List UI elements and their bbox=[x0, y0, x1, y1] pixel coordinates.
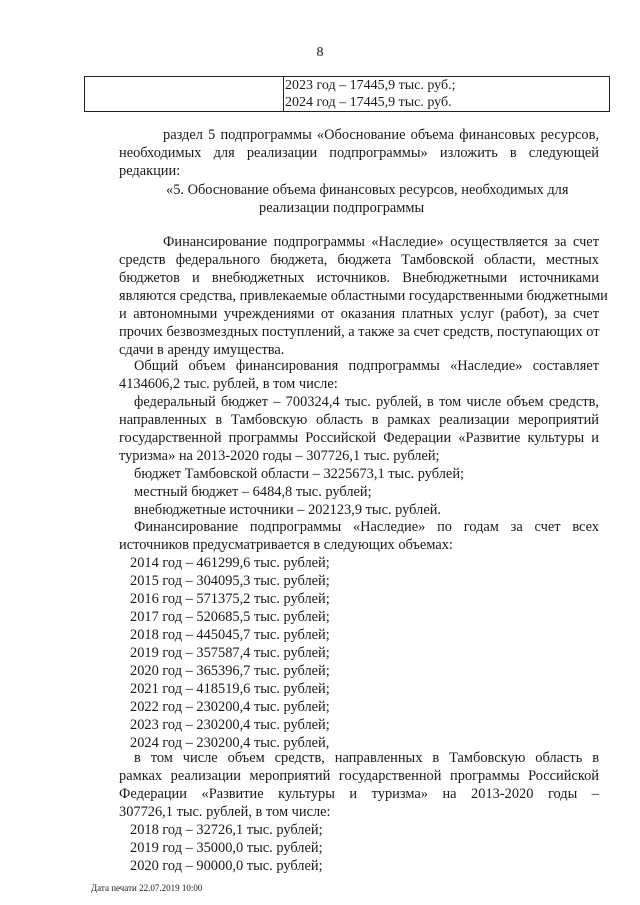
text-line: раздел 5 подпрограммы «Обоснование объема финансовых ресурсов, bbox=[163, 127, 599, 143]
section-heading: реализации подпрограммы bbox=[259, 200, 425, 216]
year-line: 2023 год – 230200,4 тыс. рублей; bbox=[130, 717, 330, 733]
text-line: бюджет Тамбовской области – 3225673,1 тыс. рублей; bbox=[134, 466, 465, 482]
text-line: местный бюджет – 6484,8 тыс. рублей; bbox=[134, 484, 372, 500]
year-line: 2017 год – 520685,5 тыс. рублей; bbox=[130, 609, 330, 625]
text-line: необходимых для реализации подпрограммы» изложить в следующей bbox=[119, 145, 599, 161]
table-row: 2023 год – 17445,9 тыс. руб.; bbox=[285, 78, 456, 93]
text-line: внебюджетные источники – 202123,9 тыс. рублей. bbox=[134, 502, 442, 518]
year-line: 2014 год – 461299,6 тыс. рублей; bbox=[130, 555, 330, 571]
year-line: 2019 год – 357587,4 тыс. рублей; bbox=[130, 645, 330, 661]
text-line: федеральный бюджет – 700324,4 тыс. рублей, в том числе объем средств, bbox=[134, 394, 599, 410]
section-heading: «5. Обоснование объема финансовых ресурсов, необходимых для bbox=[166, 182, 569, 198]
text-line: средств федерального бюджета, бюджета Тамбовской области, местных bbox=[119, 252, 599, 268]
print-date-footer: Дата печати 22.07.2019 10:00 bbox=[91, 883, 203, 893]
funding-table-fragment bbox=[84, 76, 610, 112]
text-line: Федерации «Развитие культуры и туризма» на 2013-2020 годы – bbox=[119, 786, 599, 802]
year-line: 2018 год – 445045,7 тыс. рублей; bbox=[130, 627, 330, 643]
year-line: 2024 год – 230200,4 тыс. рублей, bbox=[130, 735, 330, 751]
year-line: 2020 год – 90000,0 тыс. рублей; bbox=[130, 858, 323, 874]
year-line: 2018 год – 32726,1 тыс. рублей; bbox=[130, 822, 323, 838]
text-line: редакции: bbox=[119, 163, 181, 179]
year-line: 2021 год – 418519,6 тыс. рублей; bbox=[130, 681, 330, 697]
page-number: 8 bbox=[316, 45, 324, 60]
year-line: 2015 год – 304095,3 тыс. рублей; bbox=[130, 573, 330, 589]
text-line: государственной программы Российской Федерации «Развитие культуры и bbox=[119, 430, 599, 446]
text-line: Общий объем финансирования подпрограммы «Наследие» составляет bbox=[134, 358, 599, 374]
year-line: 2020 год – 365396,7 тыс. рублей; bbox=[130, 663, 330, 679]
text-line: сдачи в аренду имущества. bbox=[119, 342, 285, 358]
text-line: туризма» на 2013-2020 годы – 307726,1 тыс. рублей; bbox=[119, 448, 440, 464]
table-cell-empty bbox=[85, 77, 284, 112]
text-line: направленных в Тамбовскую область в рамках реализации мероприятий bbox=[119, 412, 599, 428]
table-row: 2024 год – 17445,9 тыс. руб. bbox=[285, 95, 452, 110]
text-line: 307726,1 тыс. рублей, в том числе: bbox=[119, 804, 331, 820]
text-line: 4134606,2 тыс. рублей, в том числе: bbox=[119, 376, 338, 392]
text-line: в том числе объем средств, направленных в Тамбовскую область в bbox=[134, 750, 599, 766]
text-line: являются средства, привлекаемые областными государственными бюджетными bbox=[119, 288, 608, 304]
year-line: 2016 год – 571375,2 тыс. рублей; bbox=[130, 591, 330, 607]
text-line: рамках реализации мероприятий государственной программы Российской bbox=[119, 768, 599, 784]
text-line: источников предусматривается в следующих объемах: bbox=[119, 537, 453, 553]
text-line: и автономными учреждениями от оказания платных услуг (работ), за счет bbox=[119, 306, 599, 322]
year-line: 2019 год – 35000,0 тыс. рублей; bbox=[130, 840, 323, 856]
table-cell-values bbox=[284, 77, 610, 112]
text-line: Финансирование подпрограммы «Наследие» осуществляется за счет bbox=[163, 234, 599, 250]
year-line: 2022 год – 230200,4 тыс. рублей; bbox=[130, 699, 330, 715]
text-line: прочих безвозмездных поступлений, а также за счет средств, поступающих от bbox=[119, 324, 600, 340]
text-line: Финансирование подпрограммы «Наследие» по годам за счет всех bbox=[134, 519, 599, 535]
text-line: бюджетов и внебюджетных источников. Внебюджетными источниками bbox=[119, 270, 599, 286]
